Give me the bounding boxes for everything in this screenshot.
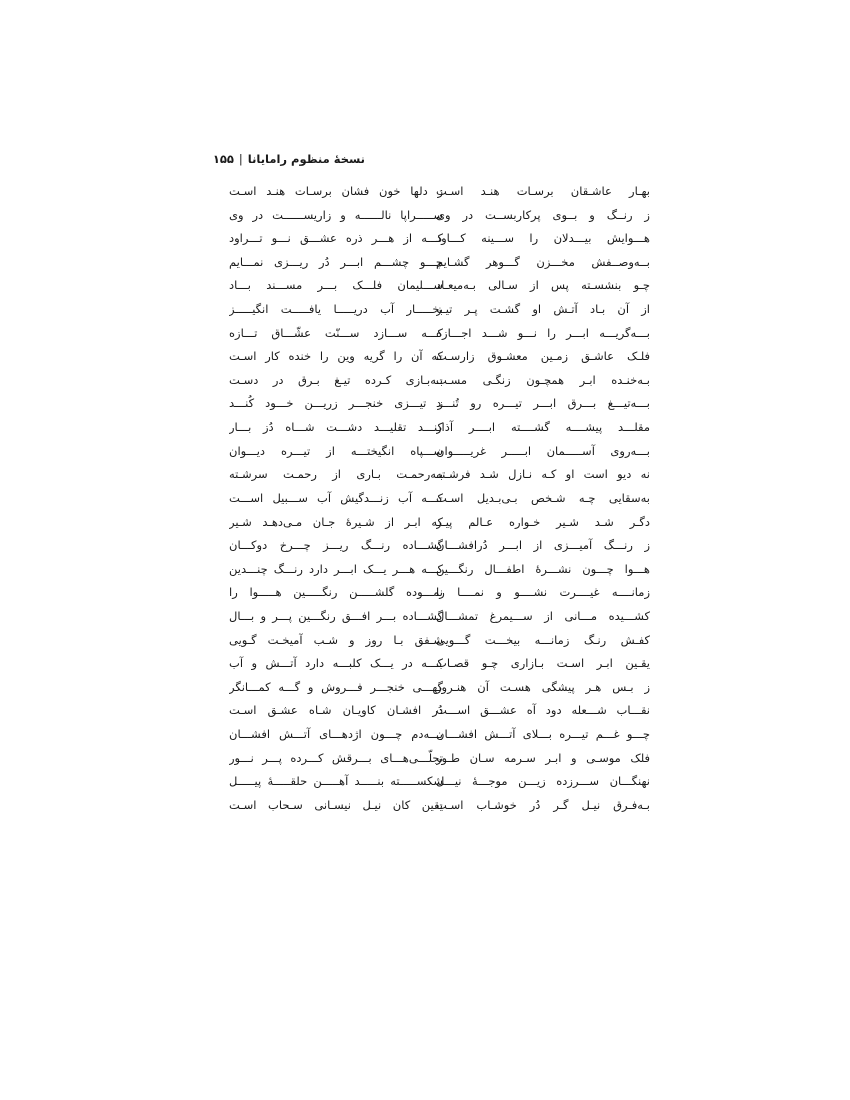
verse-line: دگـر شـد شـیر خـواره عـالم پیـر xyxy=(436,514,650,529)
verse-line: به‌سقایی چـه شـخص بـی‌بـدیل اسـت xyxy=(436,490,650,505)
verse-line: که آن را گریه وین را خنده کار اسـت xyxy=(229,349,443,364)
verse-line: که ابـر از شـیرهٔ جـان مـی‌دهـد شـیر xyxy=(229,514,443,529)
verse-line: کنـــد تقلیـــد دشـــت شـــاه دُز بـــار xyxy=(229,420,443,435)
verse-line: نه دیو است او کـه نـازل شـد فرشـته xyxy=(436,467,650,482)
verse-line: نقـــاب شـــعله دود آه عشـــق اســـت xyxy=(436,703,650,718)
header-title: نسخهٔ منظوم رامایانا xyxy=(247,152,365,166)
page-number: ۱۵۵ xyxy=(212,152,234,166)
verse-line: بـه‌خنـده ابـر همچـون زنگـی مسـت xyxy=(436,372,650,387)
verse-line: تجلّـــی‌هـــای بـــرقش کـــرده پـــر نـــور xyxy=(229,750,443,765)
verse-line: بـــه‌روی آســـــمان ابـــــر غریـــــوان xyxy=(436,443,650,458)
header-separator: | xyxy=(238,152,243,166)
verse-line: یقـین ابـر اسـت بـازاری چـو قصـاب xyxy=(436,656,650,671)
verse-line: شـفق بـا روز و شـب آمیخـت گـویی xyxy=(229,632,443,647)
verse-line: گشـــاده بـــر افـــق رنگـــین پـــر و بـــال xyxy=(229,608,443,623)
verse-line: بــه‌وصــفش مخـــزن گـــوهر گشـایم xyxy=(436,254,650,269)
verse-line: گهـــی خنجـــر فـــروش و گـــه کمـــانگر xyxy=(229,679,443,694)
verse-line: نمـــوده گلشـــــن رنگـــــین هـــــوا را xyxy=(229,585,443,600)
verse-line: کفـش رنـگ زمانـــه بیخـــت گـــویی xyxy=(436,632,650,647)
verse-line: بـه‌فـرق نیـل گـر دُر خوشـاب اسـت xyxy=(436,797,650,812)
verse-line: فلـک عاشـق زمـین معشـوق زارسـت xyxy=(436,349,650,364)
verse-line: نهنگـــان ســـرزده زیـــن موجـــهٔ نیـــل xyxy=(436,774,650,789)
verse-line: چـــو غـــم تیـــره بـــلای آتـــش افشـــان xyxy=(436,727,650,742)
verse-line: یقین کان نیـل نیسـانی سـحاب اسـت xyxy=(229,797,443,812)
verse-line: بخـــــار آب دریـــــا یافـــــت انگیـــــز xyxy=(229,302,443,317)
verse-line: دُر افشـان کاویـان شـاه عشـق اسـت xyxy=(229,703,443,718)
verse-line: ســـپاه انگیختـــه از تیـــره دیـــوان xyxy=(229,443,443,458)
verse-line: کـــه هـــر یـــک ابـــر دارد رنـــگ چنـــدین xyxy=(229,561,443,576)
verse-line: کـــه در یـــک کلبـــه دارد آتـــش و آب xyxy=(229,656,443,671)
verse-line: فلک موسـی و ابـر سـرمه سـان طـور xyxy=(436,750,650,765)
verse-line: ســـلیمان فلـــک بـــر مســـند بـــاد xyxy=(229,278,443,293)
verse-line: شکســـــته بنـــــد آهـــــن حلقـــــهٔ پیـــــل xyxy=(229,774,443,789)
verse-line: مقلـــد پیشــــه گشــــته ابــــر آذار xyxy=(436,420,650,435)
verse-line: هـــوا چـــون نشـــرهٔ اطفـــال رنگـــین xyxy=(436,561,650,576)
verse-line: بـه‌بـازی کـرده تیـغ بـرق در دسـت xyxy=(229,372,443,387)
verse-line: زمانــــه غیــــرت نشــــو و نمــــا را xyxy=(436,585,650,600)
verse-line: از آن بـاد آتـش او گشـت پـر تیـز xyxy=(436,302,650,317)
verse-line: هـــوایش بیـــدلان را ســـینه کـــاود xyxy=(436,231,650,246)
left-hemistich-column xyxy=(229,180,443,817)
verse-line: چـو بنشسـته پس از سـالی بـه‌میعـاد xyxy=(436,278,650,293)
verse-line: بـــه‌دم چـــون اژدهـــای آتـــش افشـــان xyxy=(229,727,443,742)
verse-line: ز دلها خون فشان برسـات هنـد اسـت xyxy=(229,184,443,198)
verse-line: ز رنـــگ آمیـــزی از ابـــر دُرافشـــان xyxy=(436,538,650,553)
verse-line: بـــه‌گریـــه ابـــر را نـــو شـــد اجـــازه xyxy=(436,325,650,340)
verse-line: چـــو چشـــم ابـــر دُر ریـــزی نمـــایم xyxy=(229,254,443,269)
right-hemistich-column xyxy=(436,180,650,817)
running-header xyxy=(212,150,365,168)
verse-line: کـــه ســـازد ســـنّت عشّـــاق تـــازه xyxy=(229,325,443,340)
verse-line: بـه‌رحمـت بـاری از رحمـت سرشـته xyxy=(229,467,443,482)
verse-line: کـــه از هـــر ذره عشـــق نـــو تـــراود xyxy=(229,231,443,246)
verse-line: بهـار عاشـقان برسـات هنـد اسـت xyxy=(436,184,650,198)
verse-line: کـــه آب زنـــدگیش آب ســـبیل اســـت xyxy=(229,490,443,505)
verse-line: ز رنــگ و بــوی پرکاربســت در وی xyxy=(436,207,650,222)
verse-line: ز تیـــزی خنجـــر زریـــن خـــود کُنـــد xyxy=(229,396,443,411)
verse-line: بـــه‌تیـــغ بـــرق ابـــر تیـــره رو تُنـــد xyxy=(436,396,650,411)
verse-line: گشـــاده رنـــگ ریـــز چـــرخ دوکـــان xyxy=(229,538,443,553)
verse-line: ســـــراپا نالــــــه و زاریســــــت در وی xyxy=(229,207,443,222)
verse-line: ز بـس هـر پیشگی هسـت آن هنـرور xyxy=(436,679,650,694)
verse-line: کشـــیده مـــانی از ســـیمرغ تمشـــال xyxy=(436,608,650,623)
